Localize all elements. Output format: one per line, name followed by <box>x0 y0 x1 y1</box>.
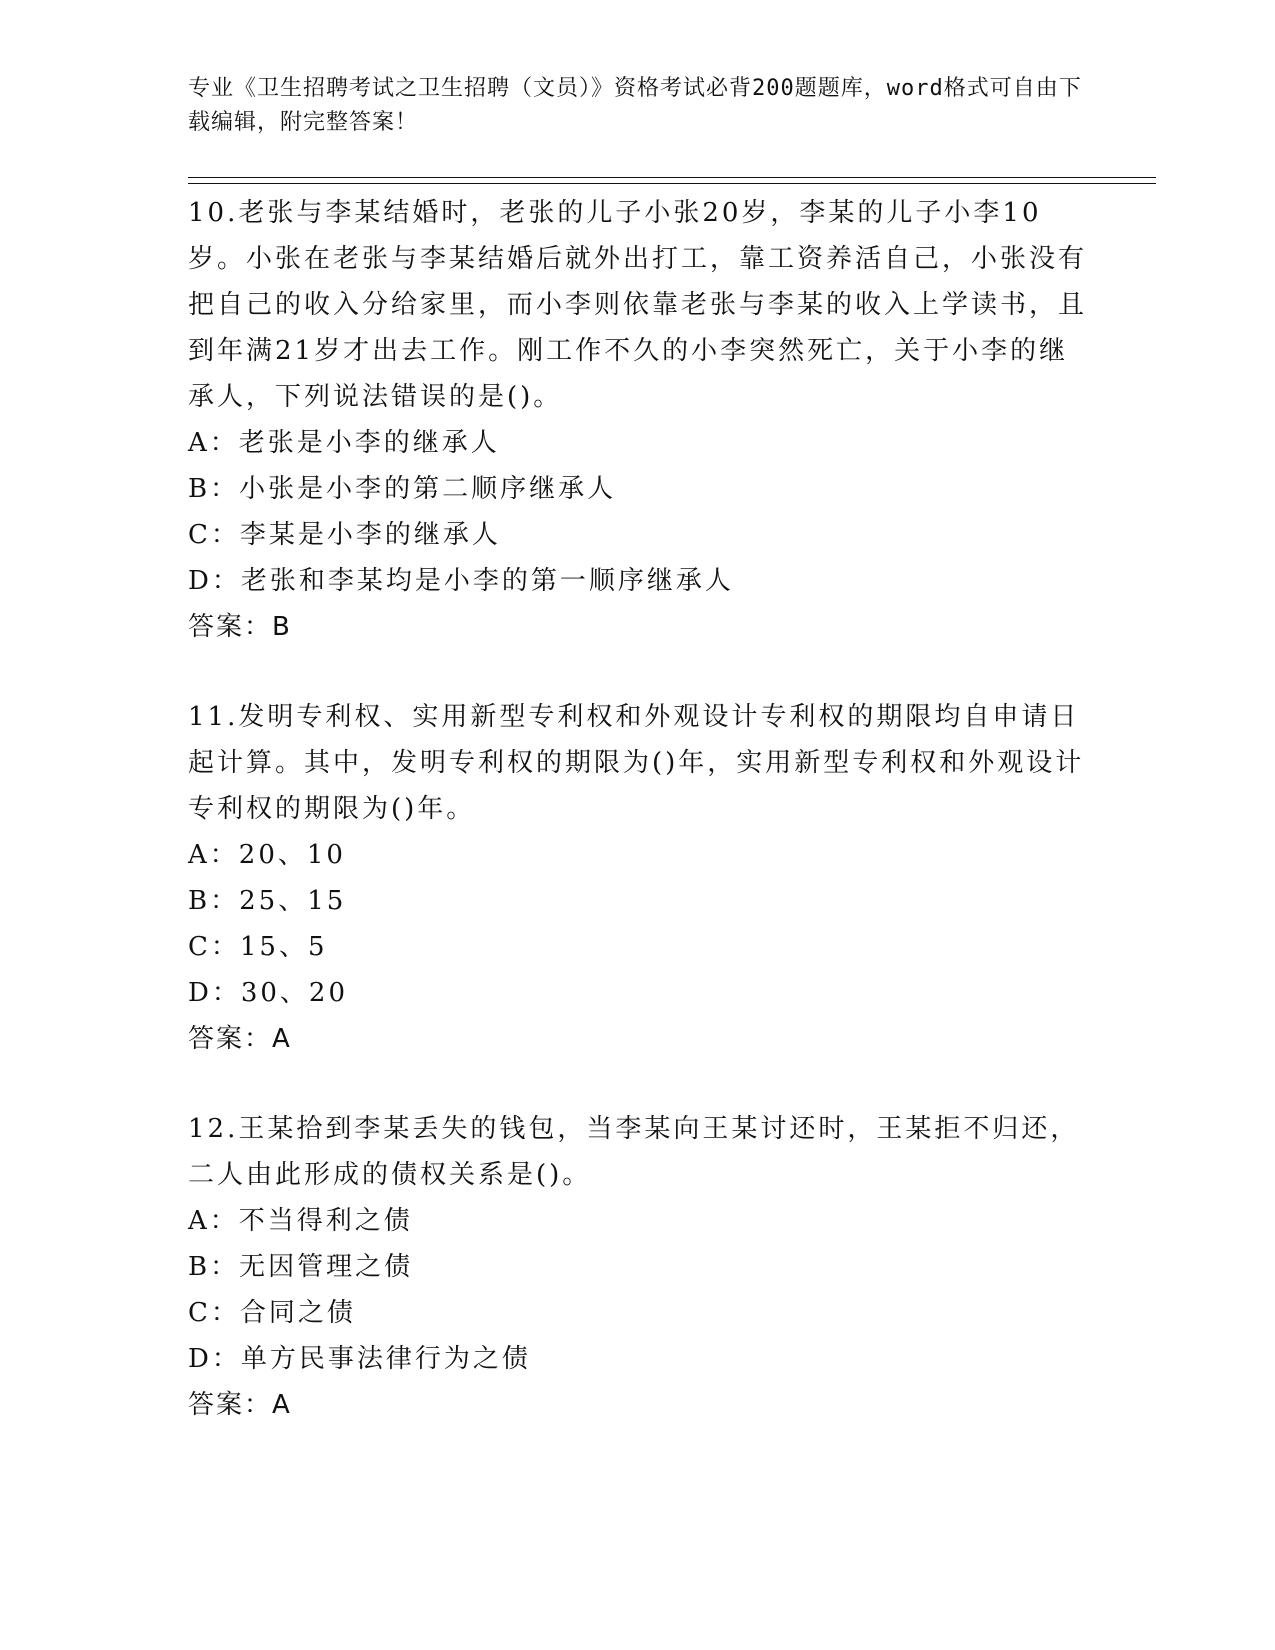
answer: 答案：B <box>188 612 292 642</box>
header-rule-bottom <box>188 183 1156 184</box>
option-d: D：30、20 <box>188 978 349 1008</box>
option-a: A：20、10 <box>188 840 346 870</box>
question-text: 12.王某拾到李某丢失的钱包，当李某向王某讨还时，王某拒不归还，二人由此形成的债权关系是()。 <box>188 1114 1080 1190</box>
header-rule-top <box>188 177 1156 178</box>
answer: 答案：A <box>188 1024 292 1054</box>
option-b: B：25、15 <box>188 886 347 916</box>
option-c: C：15、5 <box>188 932 328 962</box>
option-d: D：单方民事法律行为之债 <box>188 1344 531 1374</box>
answer: 答案：A <box>188 1390 292 1420</box>
option-a: A：老张是小李的继承人 <box>188 428 500 458</box>
question-12 <box>188 1106 1088 1428</box>
question-text: 10.老张与李某结婚时，老张的儿子小张20岁，李某的儿子小李10岁。小张在老张与李某结婚后就外出打工，靠工资养活自己，小张没有把自己的收入分给家里，而小李则依靠老张与李某的收入上学读书，且到年满21岁才出去工作。刚工作不久的小李突然死亡，关于小李的继承人，下列说法错误的是()。 <box>188 198 1088 412</box>
question-text: 11.发明专利权、实用新型专利权和外观设计专利权的期限均自申请日起计算。其中，发明专利权的期限为()年，实用新型专利权和外观设计专利权的期限为()年。 <box>188 702 1085 824</box>
option-d: D：老张和李某均是小李的第一顺序继承人 <box>188 566 734 596</box>
option-a: A：不当得利之债 <box>188 1206 413 1236</box>
option-b: B：小张是小李的第二顺序继承人 <box>188 474 617 504</box>
option-c: C：合同之债 <box>188 1298 356 1328</box>
question-list <box>188 190 1088 1472</box>
document-header: 专业《卫生招聘考试之卫生招聘（文员）》资格考试必背200题题库，word格式可自由下载编辑，附完整答案！ <box>188 76 1082 135</box>
option-b: B：无因管理之债 <box>188 1252 414 1282</box>
question-11 <box>188 694 1088 1062</box>
question-10 <box>188 190 1088 650</box>
option-c: C：李某是小李的继承人 <box>188 520 501 550</box>
